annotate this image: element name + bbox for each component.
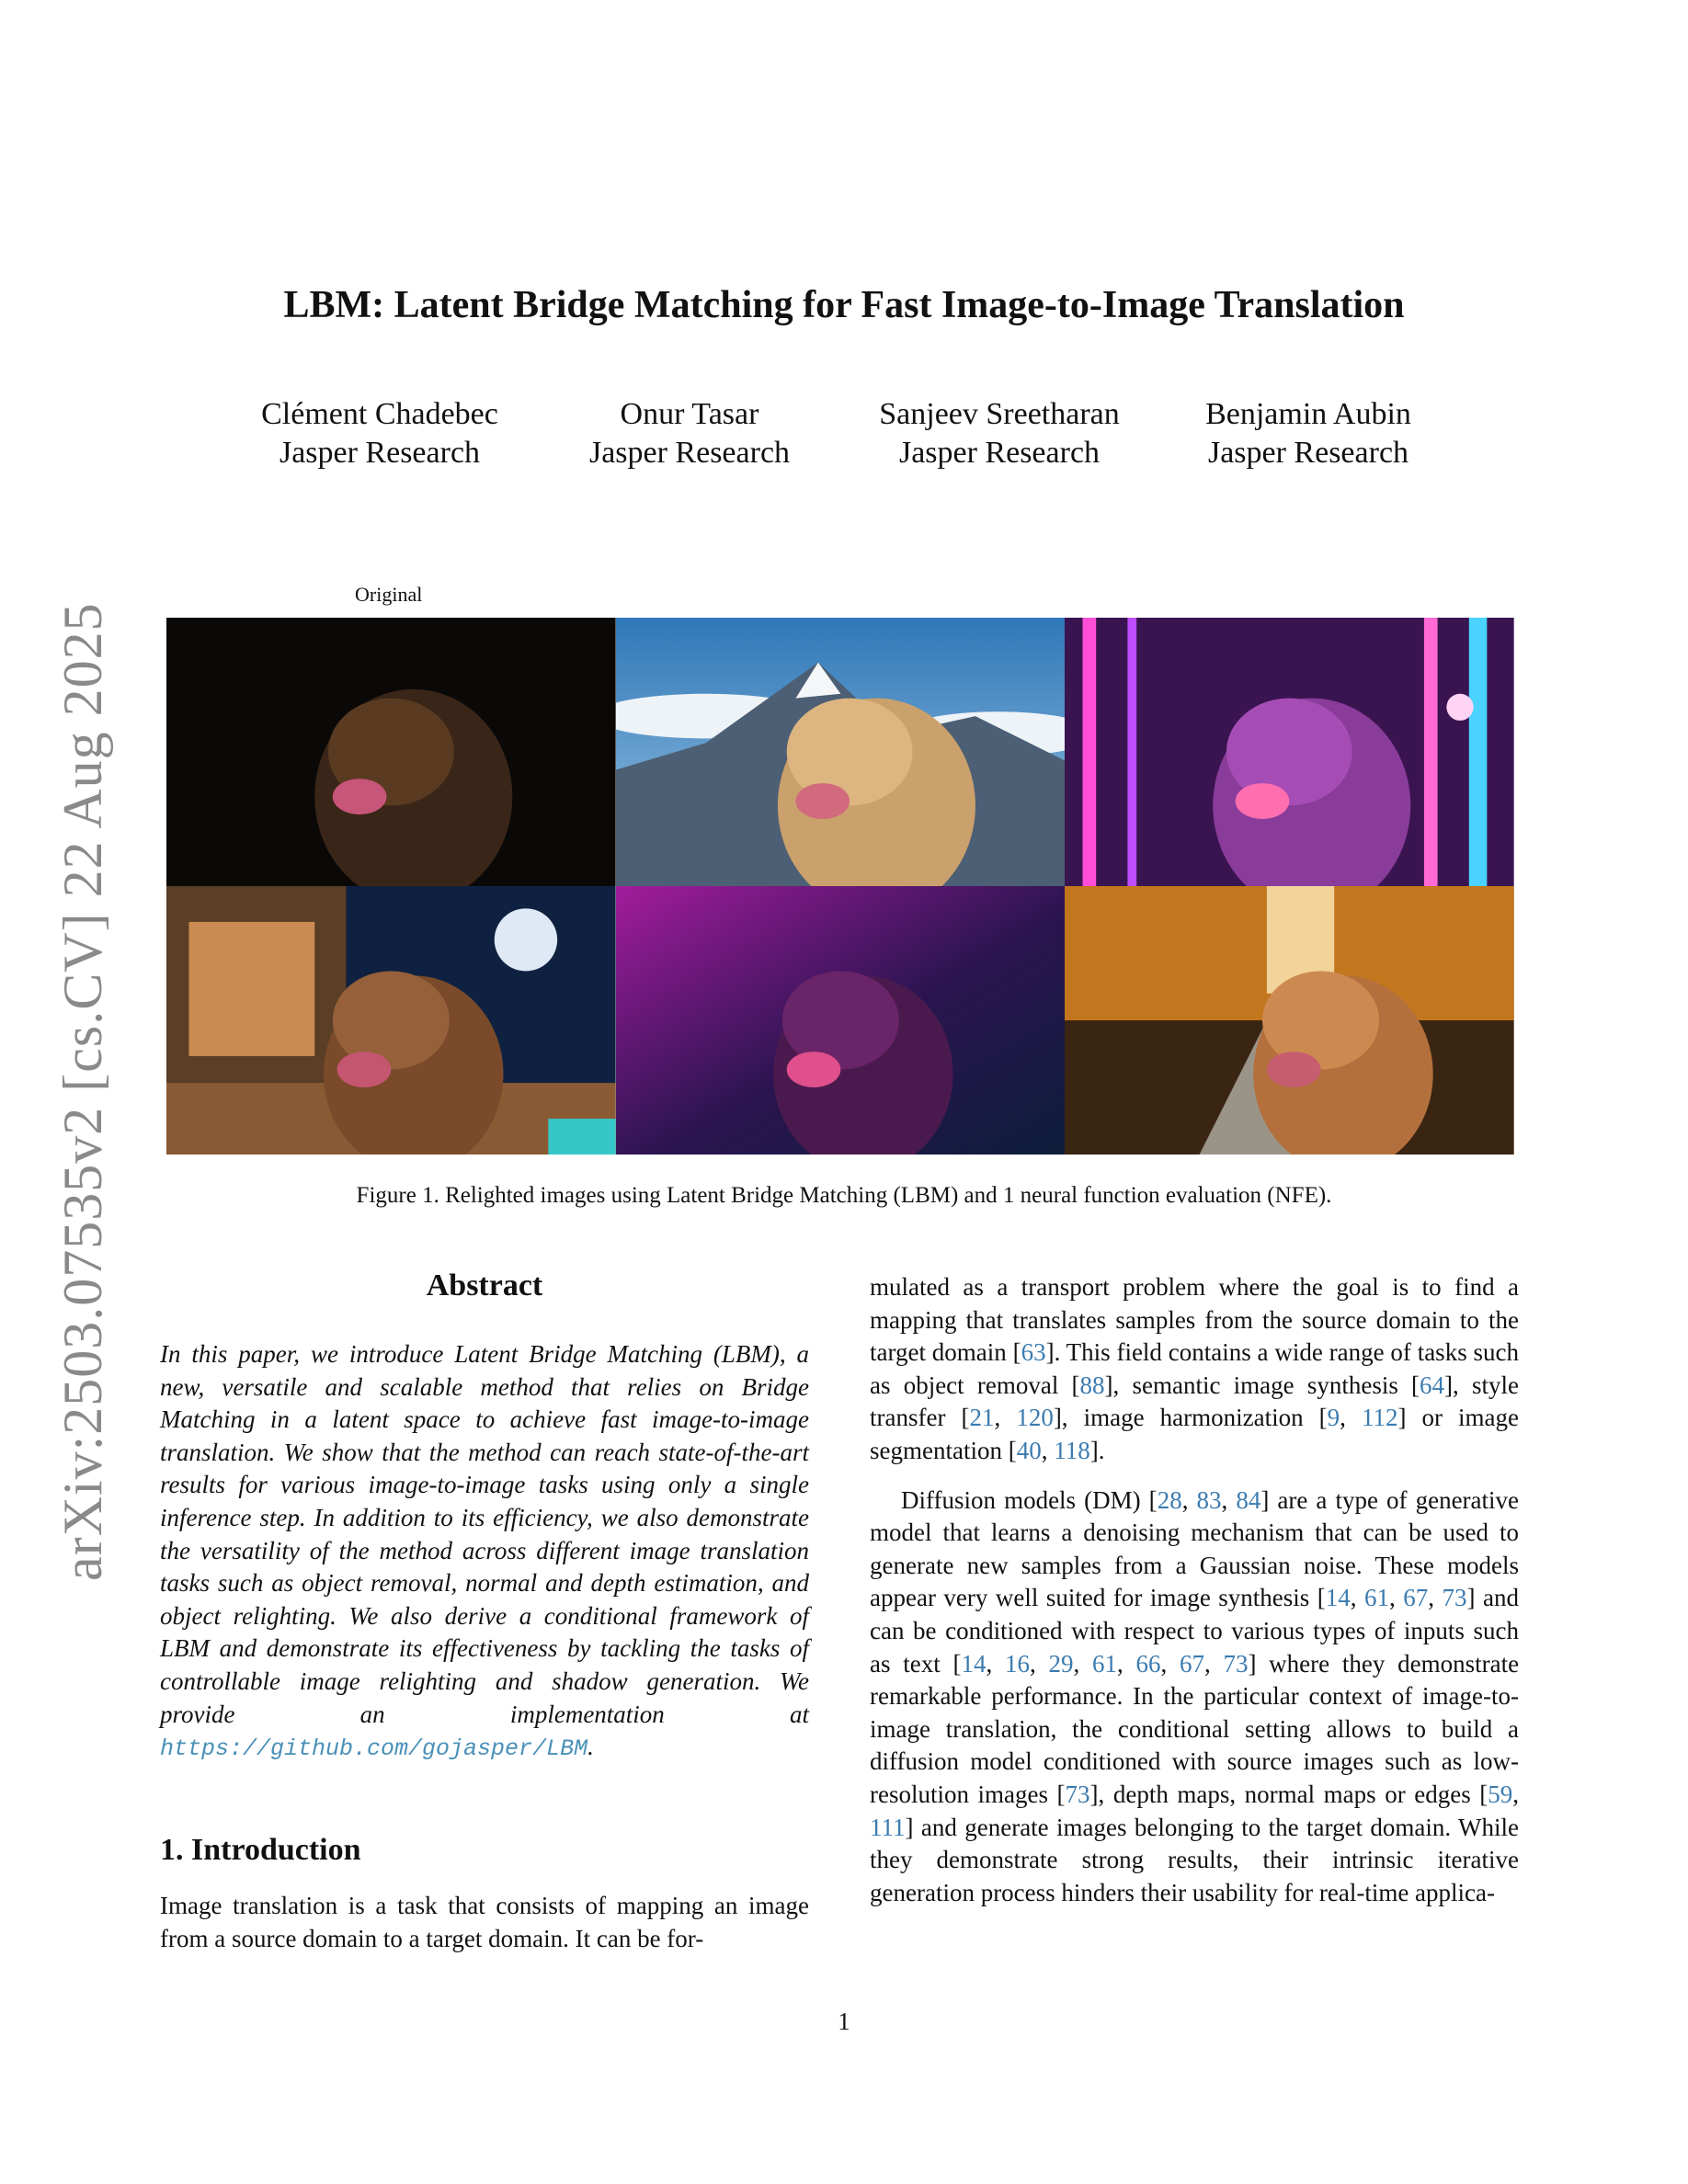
author-affiliation: Jasper Research bbox=[1207, 436, 1409, 470]
paper-title: LBM: Latent Bridge Matching for Fast Image-to-Image Translation bbox=[283, 284, 1405, 326]
text-run: , bbox=[1203, 1649, 1224, 1678]
introduction-heading: 1. Introduction bbox=[160, 1833, 361, 1867]
text-run: ], image harmonization [ bbox=[1053, 1404, 1328, 1432]
text-run: ] and generate images belonging to the target domain. While they demonstrate strong results, their intrinsic iterative generation process hinders their usability for real-time applica- bbox=[870, 1813, 1519, 1906]
author-name: Sanjeev Sreetharan bbox=[879, 397, 1120, 431]
text-run: , bbox=[994, 1404, 1017, 1432]
text-run: , bbox=[1029, 1649, 1049, 1678]
text-run: mulated as a transport problem where the goal is to find a mapping that translates samples from the source domain to the target domain [ bbox=[870, 1273, 1519, 1367]
author-affiliation: Jasper Research bbox=[588, 436, 791, 470]
text-run: Diffusion models (DM) [ bbox=[901, 1485, 1158, 1514]
text-run: , bbox=[1041, 1436, 1055, 1464]
citation-link[interactable]: 16 bbox=[1004, 1649, 1030, 1678]
author-name: Clément Chadebec bbox=[261, 397, 498, 431]
citation-link[interactable]: 14 bbox=[961, 1649, 987, 1678]
abstract-heading: Abstract bbox=[426, 1268, 543, 1302]
citation-link[interactable]: 120 bbox=[1016, 1404, 1054, 1432]
paragraph-diffusion bbox=[870, 1484, 1519, 1910]
citation-link[interactable]: 28 bbox=[1157, 1485, 1182, 1514]
image-relit-mountain bbox=[616, 618, 1066, 886]
text-run: ] where they demonstrate remarkable performance. In the particular context of image-to-image translation, the conditional setting allows to build a diffusion model conditioned with source images such as low-resolution images [ bbox=[870, 1649, 1520, 1808]
abstract-text: In this paper, we introduce Latent Bridge Matching (LBM), a new, versatile and scalable method that relies on Bridge Matching in a latent space to achieve fast image-to-image translation. We show that the method can reach state-of-the-art results for various image-to-image tasks using only a single inference step. In addition to its efficiency, we also demonstrate the versatility of the method across different image translation tasks such as object removal, normal and depth estimation, and object relighting. We also derive a conditional framework of LBM and demonstrate its effectiveness by tackling the tasks of controllable image relighting and shadow generation. We provide an implementation at bbox=[160, 1340, 809, 1728]
citation-link[interactable]: 40 bbox=[1016, 1436, 1042, 1464]
citation-link[interactable]: 29 bbox=[1048, 1649, 1074, 1678]
citation-link[interactable]: 64 bbox=[1420, 1371, 1445, 1399]
text-run: , bbox=[1428, 1584, 1443, 1612]
text-run: ] and can be conditioned with respect to various types of inputs such as text [ bbox=[870, 1584, 1520, 1678]
image-relit-neon bbox=[1065, 618, 1514, 886]
citation-link[interactable]: 112 bbox=[1361, 1404, 1398, 1432]
author-affiliation: Jasper Research bbox=[898, 436, 1101, 470]
figure-caption: Figure 1. Relighted images using Latent Bridge Matching (LBM) and 1 neural function evaluation (NFE). bbox=[356, 1183, 1332, 1208]
text-run: ], depth maps, normal maps or edges [ bbox=[1089, 1780, 1488, 1808]
figure-original-label: Original bbox=[355, 583, 423, 606]
text-run: ], style transfer [ bbox=[870, 1371, 1519, 1432]
author-block bbox=[0, 395, 1688, 478]
author-1 bbox=[223, 395, 536, 472]
page-number: 1 bbox=[838, 2008, 850, 2035]
introduction-text: Image translation is a task that consists of mapping an image from a source domain to a target domain. It can be for- bbox=[160, 1892, 809, 1952]
citation-link[interactable]: 67 bbox=[1403, 1584, 1429, 1612]
citation-link[interactable]: 84 bbox=[1236, 1485, 1261, 1514]
text-run: ], semantic image synthesis [ bbox=[1104, 1371, 1420, 1399]
text-run: , bbox=[1340, 1404, 1362, 1432]
text-run: , bbox=[1116, 1649, 1136, 1678]
citation-link[interactable]: 9 bbox=[1327, 1404, 1340, 1432]
citation-link[interactable]: 21 bbox=[969, 1404, 995, 1432]
citation-link[interactable]: 61 bbox=[1091, 1649, 1117, 1678]
code-link[interactable]: https://github.com/gojasper/LBM bbox=[160, 1735, 588, 1763]
text-run: , bbox=[1181, 1485, 1197, 1514]
citation-link[interactable]: 14 bbox=[1325, 1584, 1351, 1612]
citation-link[interactable]: 73 bbox=[1065, 1780, 1090, 1808]
author-4 bbox=[1152, 395, 1465, 472]
text-run: ]. This field contains a wide range of tasks such as object removal [ bbox=[870, 1338, 1519, 1399]
text-run: , bbox=[1221, 1485, 1237, 1514]
text-run: ] are a type of generative model that learns a denoising mechanism that can be used to generate new samples from a Gaussian noise. These models appear very well suited for image synthesis [ bbox=[870, 1485, 1520, 1612]
citation-link[interactable]: 111 bbox=[870, 1813, 906, 1841]
text-run: , bbox=[1073, 1649, 1092, 1678]
image-relit-moon bbox=[166, 886, 616, 1155]
text-run: , bbox=[1389, 1584, 1404, 1612]
citation-link[interactable]: 73 bbox=[1442, 1584, 1467, 1612]
author-3 bbox=[843, 395, 1156, 472]
paragraph-transport bbox=[870, 1271, 1519, 1468]
citation-link[interactable]: 83 bbox=[1196, 1485, 1222, 1514]
image-original-dark bbox=[166, 618, 616, 886]
author-name: Benjamin Aubin bbox=[1205, 397, 1411, 431]
text-run: , bbox=[986, 1649, 1005, 1678]
citation-link[interactable]: 67 bbox=[1179, 1649, 1204, 1678]
text-run: , bbox=[1350, 1584, 1365, 1612]
abstract-body bbox=[160, 1338, 809, 1766]
text-run: ] or image segmentation [ bbox=[870, 1404, 1520, 1464]
citation-link[interactable]: 118 bbox=[1054, 1436, 1090, 1464]
author-name: Onur Tasar bbox=[620, 397, 759, 431]
abstract-end: . bbox=[587, 1733, 594, 1761]
citation-link[interactable]: 66 bbox=[1135, 1649, 1161, 1678]
citation-link[interactable]: 73 bbox=[1223, 1649, 1249, 1678]
citation-link[interactable]: 63 bbox=[1021, 1338, 1046, 1367]
citation-link[interactable]: 61 bbox=[1364, 1584, 1390, 1612]
text-run: , bbox=[1512, 1780, 1519, 1808]
arxiv-stamp: arXiv:2503.07535v2 [cs.CV] 22 Aug 2025 bbox=[52, 602, 113, 1581]
right-column bbox=[870, 1271, 1519, 1909]
text-run: ]. bbox=[1089, 1436, 1105, 1464]
author-2 bbox=[533, 395, 846, 472]
image-relit-magenta bbox=[616, 886, 1066, 1155]
citation-link[interactable]: 59 bbox=[1488, 1780, 1513, 1808]
figure-image-grid bbox=[166, 618, 1514, 1155]
citation-link[interactable]: 88 bbox=[1079, 1371, 1105, 1399]
image-relit-forest bbox=[1065, 886, 1514, 1155]
author-affiliation: Jasper Research bbox=[279, 436, 481, 470]
text-run: , bbox=[1160, 1649, 1180, 1678]
